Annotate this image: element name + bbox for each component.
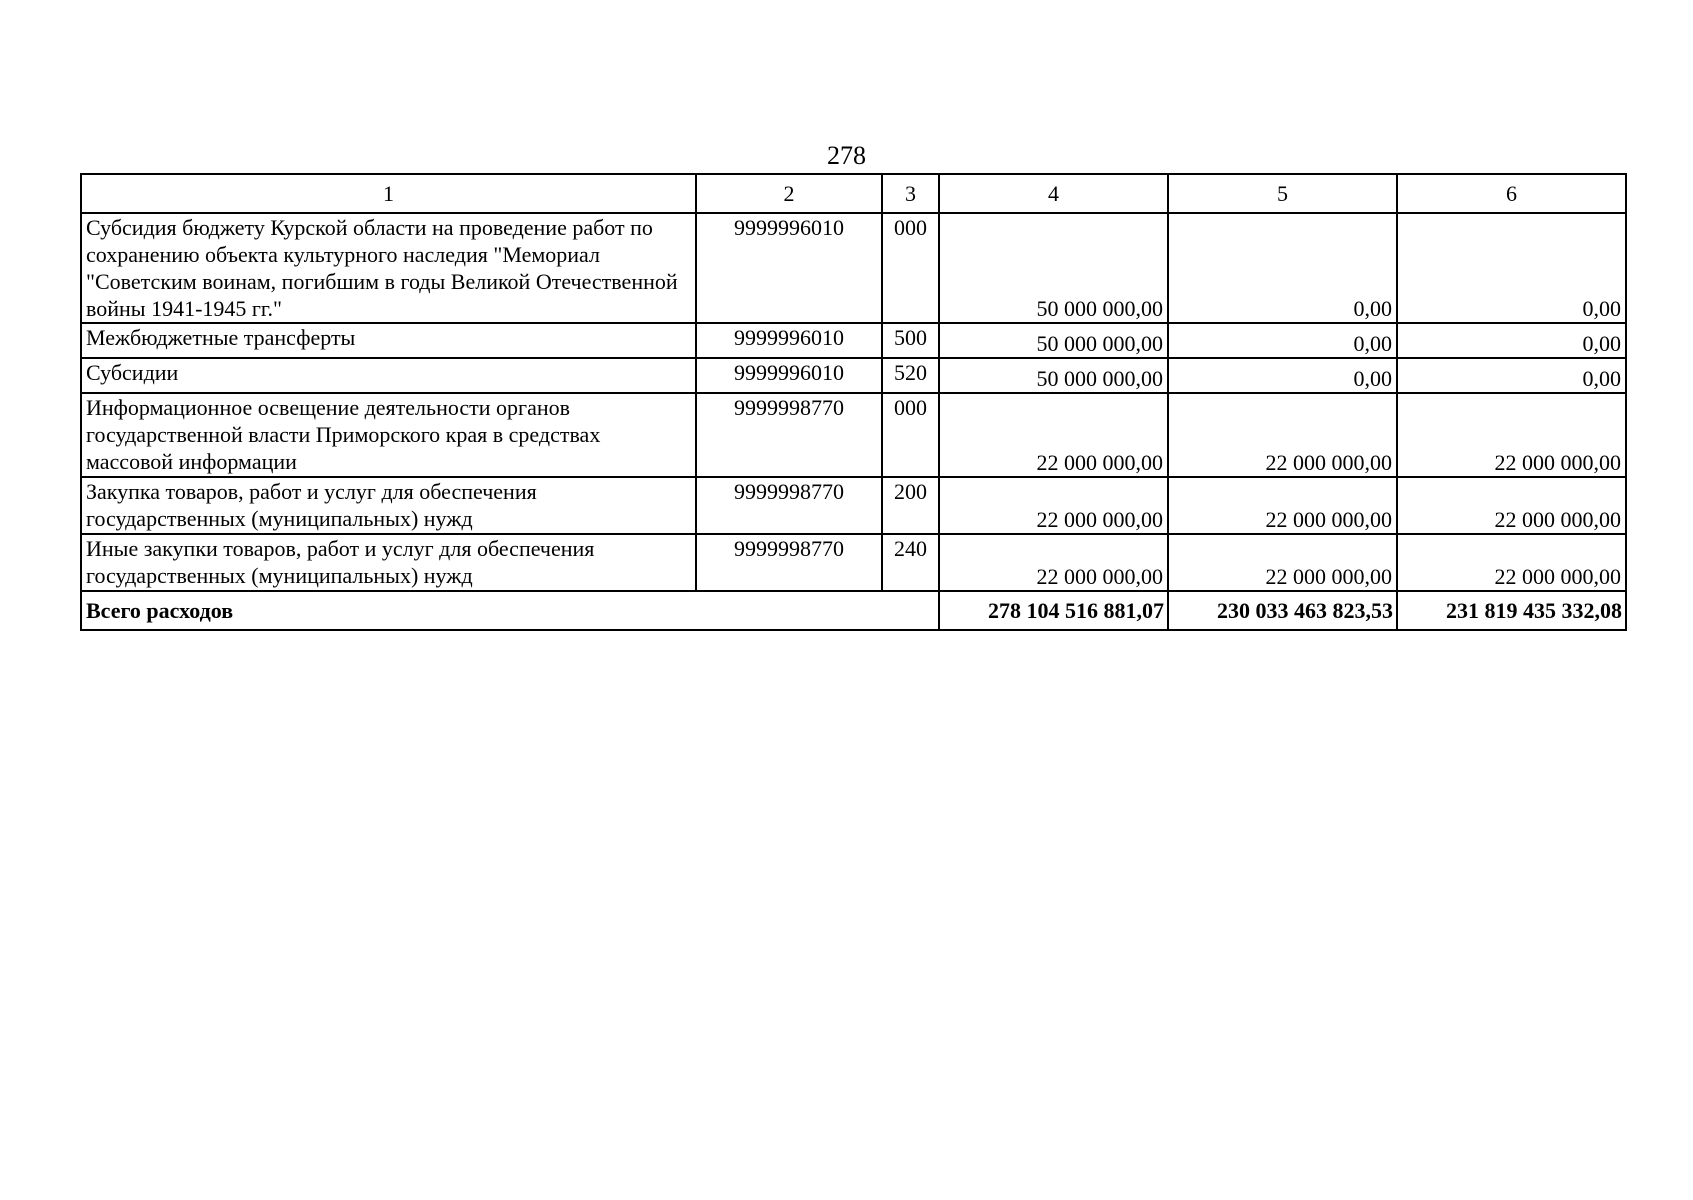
amount-col-6: 0,00 bbox=[1397, 358, 1626, 393]
total-row bbox=[81, 591, 1626, 630]
total-label: Всего расходов bbox=[81, 591, 939, 630]
amount-col-5: 0,00 bbox=[1168, 213, 1397, 323]
expense-name: Информационное освещение деятельности органов государственной власти Приморского края в средствах массовой информации bbox=[81, 393, 696, 477]
amount-col-5: 0,00 bbox=[1168, 358, 1397, 393]
column-header-3: 3 bbox=[882, 174, 939, 213]
target-article-code: 9999998770 bbox=[696, 393, 882, 477]
amount-col-6: 22 000 000,00 bbox=[1397, 477, 1626, 534]
column-header-6: 6 bbox=[1397, 174, 1626, 213]
budget-table bbox=[80, 173, 1627, 631]
expense-kind-code: 200 bbox=[882, 477, 939, 534]
table-row bbox=[81, 393, 1626, 477]
amount-col-5: 22 000 000,00 bbox=[1168, 477, 1397, 534]
expense-kind-code: 520 bbox=[882, 358, 939, 393]
amount-col-6: 0,00 bbox=[1397, 323, 1626, 358]
total-col-6: 231 819 435 332,08 bbox=[1397, 591, 1626, 630]
table-row bbox=[81, 534, 1626, 591]
amount-col-6: 22 000 000,00 bbox=[1397, 393, 1626, 477]
column-header-2: 2 bbox=[696, 174, 882, 213]
amount-col-6: 0,00 bbox=[1397, 213, 1626, 323]
expense-kind-code: 000 bbox=[882, 393, 939, 477]
table-row bbox=[81, 358, 1626, 393]
target-article-code: 9999996010 bbox=[696, 213, 882, 323]
amount-col-4: 22 000 000,00 bbox=[939, 534, 1168, 591]
expense-kind-code: 240 bbox=[882, 534, 939, 591]
expense-kind-code: 000 bbox=[882, 213, 939, 323]
expense-name: Субсидия бюджету Курской области на проведение работ по сохранению объекта культурного наследия "Мемориал "Советским воинам, погибшим в годы Великой Отечественной войны 1941-1945 гг." bbox=[81, 213, 696, 323]
amount-col-5: 22 000 000,00 bbox=[1168, 393, 1397, 477]
column-header-4: 4 bbox=[939, 174, 1168, 213]
expense-name: Межбюджетные трансферты bbox=[81, 323, 696, 358]
column-header-5: 5 bbox=[1168, 174, 1397, 213]
expense-name: Закупка товаров, работ и услуг для обеспечения государственных (муниципальных) нужд bbox=[81, 477, 696, 534]
amount-col-4: 22 000 000,00 bbox=[939, 393, 1168, 477]
table-row bbox=[81, 323, 1626, 358]
expense-kind-code: 500 bbox=[882, 323, 939, 358]
amount-col-5: 22 000 000,00 bbox=[1168, 534, 1397, 591]
amount-col-6: 22 000 000,00 bbox=[1397, 534, 1626, 591]
target-article-code: 9999998770 bbox=[696, 534, 882, 591]
column-header-1: 1 bbox=[81, 174, 696, 213]
total-col-5: 230 033 463 823,53 bbox=[1168, 591, 1397, 630]
amount-col-4: 50 000 000,00 bbox=[939, 213, 1168, 323]
expense-name: Субсидии bbox=[81, 358, 696, 393]
expense-name: Иные закупки товаров, работ и услуг для обеспечения государственных (муниципальных) нужд bbox=[81, 534, 696, 591]
target-article-code: 9999998770 bbox=[696, 477, 882, 534]
total-col-4: 278 104 516 881,07 bbox=[939, 591, 1168, 630]
page-number: 278 bbox=[827, 141, 866, 170]
target-article-code: 9999996010 bbox=[696, 323, 882, 358]
target-article-code: 9999996010 bbox=[696, 358, 882, 393]
table-row bbox=[81, 213, 1626, 323]
amount-col-4: 50 000 000,00 bbox=[939, 358, 1168, 393]
table-row bbox=[81, 477, 1626, 534]
amount-col-4: 50 000 000,00 bbox=[939, 323, 1168, 358]
amount-col-4: 22 000 000,00 bbox=[939, 477, 1168, 534]
amount-col-5: 0,00 bbox=[1168, 323, 1397, 358]
table-header-row bbox=[81, 174, 1626, 213]
